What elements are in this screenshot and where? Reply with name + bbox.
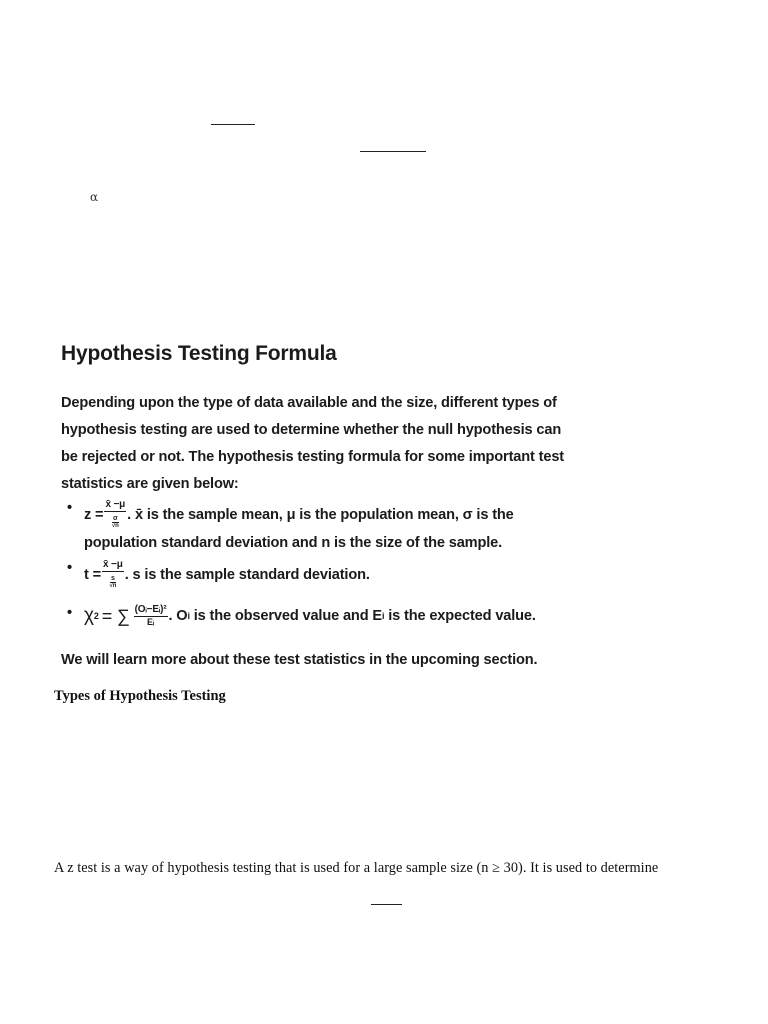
- chi-formula-line: [84, 605, 578, 627]
- t-formula-line: [84, 560, 578, 589]
- z-denominator: [112, 512, 119, 529]
- z-fraction: [104, 500, 126, 529]
- chi-description-mid: is the observed value and E: [189, 608, 382, 624]
- formula-bullet-list: [58, 500, 578, 647]
- z-den-bottom: √n: [111, 523, 119, 529]
- t-s-over-root-n: [110, 575, 117, 589]
- chi-fraction: [134, 605, 168, 627]
- t-lhs: t =: [84, 566, 101, 583]
- section-heading: Types of Hypothesis Testing: [54, 688, 226, 704]
- chi-description-post: is the expected value.: [384, 608, 536, 624]
- chi-subscript-i: i: [381, 611, 385, 621]
- chi-square-item: [58, 605, 578, 647]
- chi-description-pre: . O: [168, 608, 188, 624]
- z-sigma-over-root-n: [112, 515, 119, 529]
- chi-numerator: (Oᵢ−Eᵢ)²: [134, 604, 167, 615]
- t-numerator: x̄ −μ: [103, 559, 123, 570]
- panel-intro-paragraph: Depending upon the type of data available and the size, different types of hypothesis testing are used to determine whether the null hypothesis can be rejected or not. The hypothesis testing formula for some important test statistics are given below:: [61, 395, 564, 492]
- chi-equals-sum: = ∑: [101, 605, 130, 626]
- t-den-top: s: [110, 575, 115, 582]
- formula-image-panel: [58, 330, 578, 680]
- bullet-marker: •: [67, 500, 72, 516]
- chi-symbol: χ: [84, 605, 94, 626]
- bullet-marker: •: [67, 560, 72, 576]
- t-statistic-item: [58, 560, 578, 605]
- blank-underline: [211, 124, 255, 125]
- z-continuation: population standard deviation and n is the size of the sample.: [84, 535, 503, 551]
- chi-exponent: 2: [93, 611, 99, 621]
- z-den-top: σ: [112, 515, 118, 522]
- alpha-symbol: α: [90, 190, 99, 204]
- blank-underline: [360, 151, 426, 152]
- t-description: . s is the sample standard deviation.: [124, 566, 370, 583]
- z-formula-line: [84, 500, 578, 529]
- panel-title: Hypothesis Testing Formula: [61, 342, 337, 365]
- z-description: . x̄ is the sample mean, μ is the population mean, σ is the: [127, 506, 514, 523]
- t-den-bottom: √n: [109, 583, 117, 589]
- panel-closing-line: We will learn more about these test statistics in the upcoming section.: [61, 652, 538, 668]
- z-lhs: z =: [84, 506, 104, 523]
- bullet-marker: •: [67, 605, 72, 621]
- z-numerator: x̄ −μ: [105, 499, 126, 510]
- t-denominator: [110, 572, 117, 589]
- z-statistic-item: [58, 500, 578, 560]
- chi-subscript-i: i: [187, 611, 190, 621]
- chi-denominator: Eᵢ: [147, 617, 155, 627]
- z-test-paragraph: A z test is a way of hypothesis testing that is used for a large sample size (n ≥ 30). It is used to determine: [54, 860, 659, 876]
- t-fraction: [102, 560, 124, 589]
- blank-underline: [371, 904, 402, 905]
